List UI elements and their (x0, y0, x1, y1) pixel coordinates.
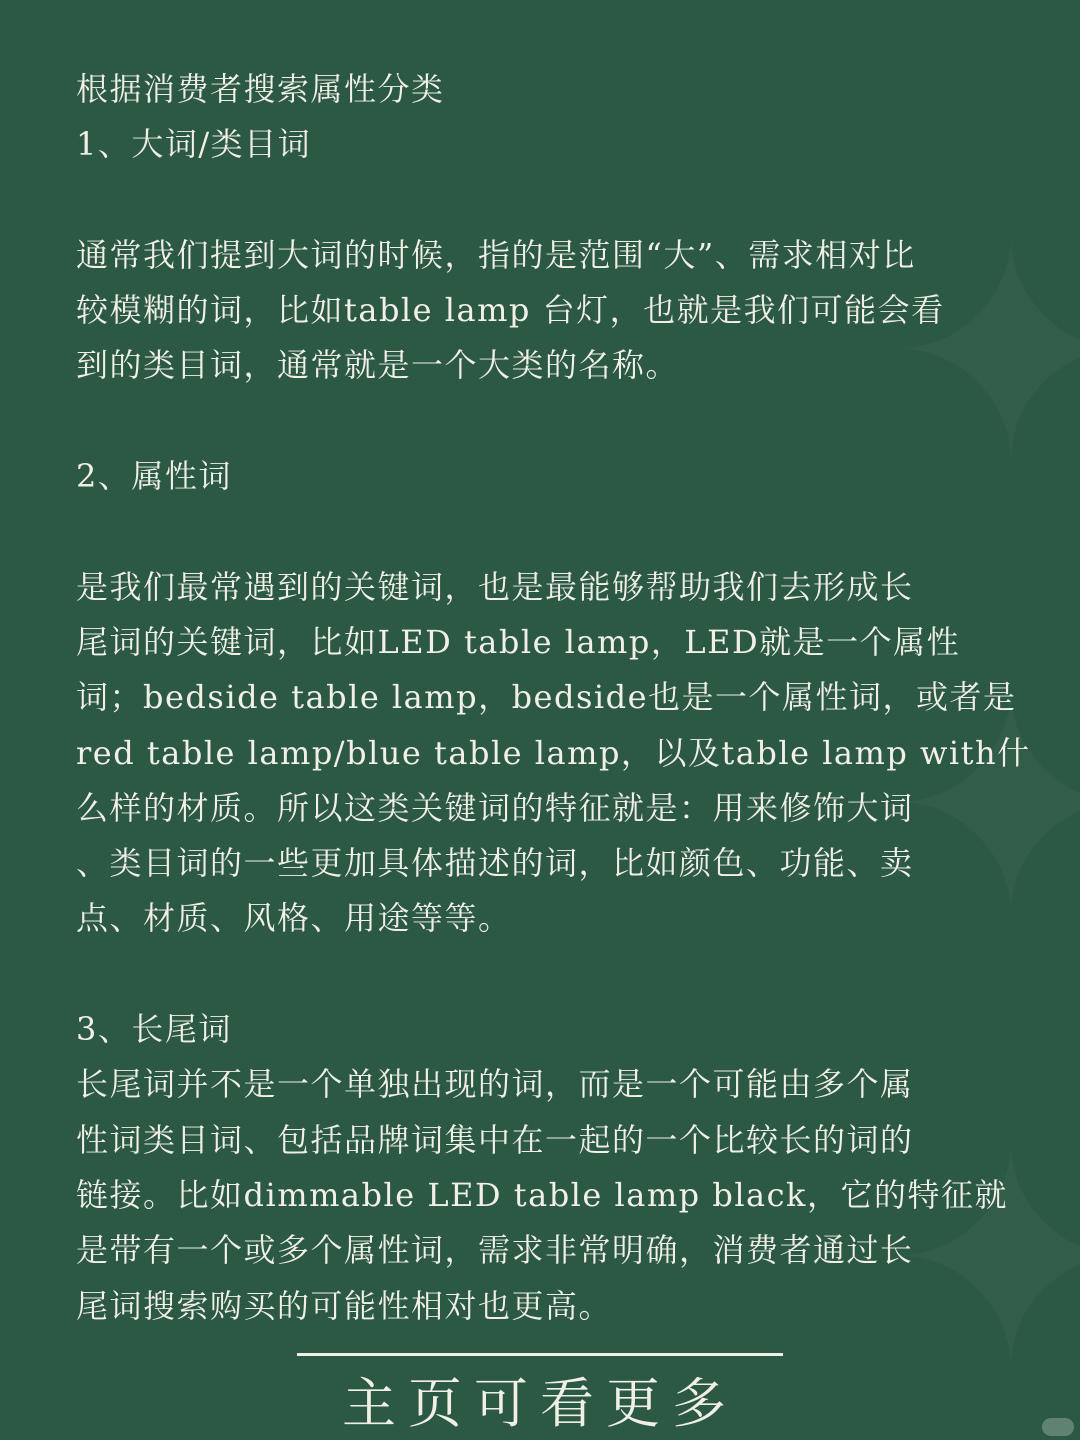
section-2-line: red table lamp/blue table lamp，以及table lamp with什 (76, 733, 1031, 772)
footer-divider (297, 1353, 783, 1356)
section-2-title: 2、属性词 (76, 457, 232, 496)
section-3-title: 3、长尾词 (76, 1010, 232, 1049)
section-2-line: 词；bedside table lamp，bedside也是一个属性词，或者是 (76, 678, 1017, 717)
section-3-line: 是带有一个或多个属性词，需求非常明确，消费者通过长 (76, 1231, 914, 1270)
section-3-line: 链接。比如dimmable LED table lamp black，它的特征就 (76, 1175, 1008, 1214)
section-1-line: 较模糊的词，比如table lamp 台灯，也就是我们可能会看 (76, 291, 945, 330)
spacer (76, 173, 1016, 228)
section-3-line: 性词类目词、包括品牌词集中在一起的一个比较长的词的 (76, 1120, 914, 1159)
footer-cta: 主页可看更多 (342, 1372, 738, 1435)
section-3-line: 尾词搜索购买的可能性相对也更高。 (76, 1286, 613, 1325)
section-2-line: 点、材质、风格、用途等等。 (76, 899, 512, 938)
spacer (76, 504, 1016, 559)
section-1-line: 通常我们提到大词的时候，指的是范围“大”、需求相对比 (76, 235, 916, 274)
section-3-line: 长尾词并不是一个单独出现的词，而是一个可能由多个属 (76, 1065, 914, 1104)
section-1-title: 1、大词/类目词 (76, 125, 312, 164)
section-1-line: 到的类目词，通常就是一个大类的名称。 (76, 346, 680, 385)
section-2-line: 尾词的关键词，比如LED table lamp，LED就是一个属性 (76, 622, 961, 661)
article-heading: 根据消费者搜索属性分类 (76, 70, 445, 108)
spacer (76, 394, 1016, 449)
section-2-line: 、类目词的一些更加具体描述的词，比如颜色、功能、卖 (76, 844, 914, 883)
spacer (76, 947, 1016, 1002)
section-2-line: 么样的材质。所以这类关键词的特征就是：用来修饰大词 (76, 788, 914, 827)
corner-logo-icon (1042, 1418, 1074, 1436)
section-2-line: 是我们最常遇到的关键词，也是最能够帮助我们去形成长 (76, 567, 914, 606)
article-body (76, 62, 1031, 1334)
